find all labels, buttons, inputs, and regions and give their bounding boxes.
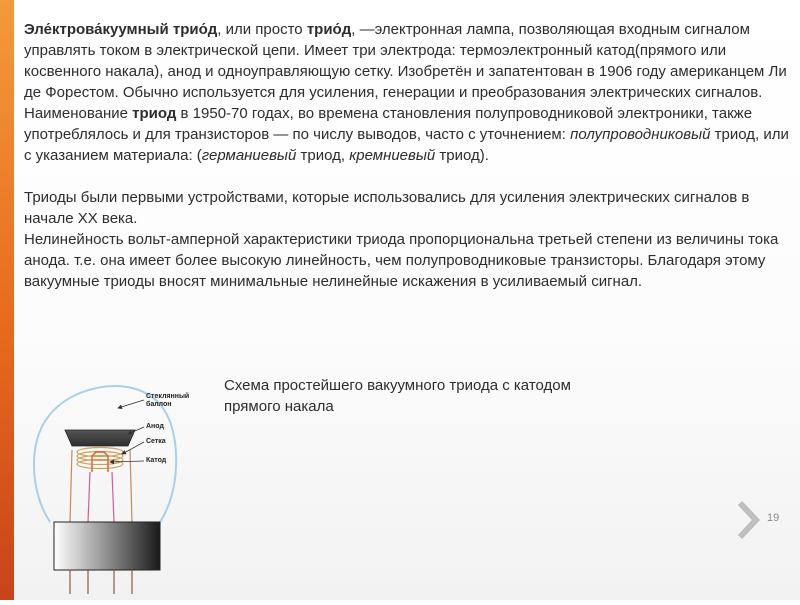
text-run: в 1950-70 годах, во времена становления полупроводниковой электроники, также употреблялось и для транзисторов — по числу выводов, часто с уточнением: [24,105,753,143]
term-semiconductor: полупроводниковый [570,126,711,143]
label-cathode: Катод [146,457,167,464]
tube-base [54,522,160,570]
triode-svg [20,372,220,600]
page-number: 19 [767,512,780,524]
paragraph-definition [24,19,789,166]
term-short: трио́д [306,21,352,38]
grid-coil [77,448,123,469]
lead-wire [88,472,90,522]
term-silicon: кремниевый [349,147,436,164]
anode-plate [65,430,135,446]
tube-pins [70,570,132,594]
text-run: триод). [435,147,489,164]
diagram-caption: Схема простейшего вакуумного триода с катодом прямого накала [224,377,571,415]
triode-diagram [20,372,220,600]
term-triod: триод [132,105,177,122]
paragraph-history [24,187,789,292]
lead-wire [70,450,72,522]
lead-wire [130,450,132,522]
text-run: , или просто [217,21,307,38]
text-run: , —электронная лампа, позволяющая входным сигналом управлять током в электрической цепи. Имеет три электрода: термоэлектронный катод(прямого или косвенного накала), анод и одноуправляющую сетку. Изобретён и запатентован в 1906 году американцем Ли де Форестом. Обычно используется для усиления, генерации и преобразования электрических сигналов. Наименование [24,21,787,122]
label-grid: Сетка [146,438,166,445]
term-germanium: германиевый [201,147,297,164]
label-glass-line1: Стеклянный [146,393,190,400]
body-text [24,19,789,292]
chevron-right-icon [737,500,761,540]
history-line-2: Нелинейность вольт-амперной характеристики триода пропорциональна третьей степени из величины тока анода. т.е. она имеет более высокую линейность, чем полупроводниковые транзисторы. Благодаря этому вакуумные триоды вносят минимальные нелинейные искажения в усиливаемый сигнал. [24,231,779,290]
leader-glass [118,400,144,408]
history-line-1: Триоды были первыми устройствами, которые использовались для усиления электрических сигналов в начале XX века. [24,189,750,227]
next-slide-button[interactable] [737,500,761,540]
text-run: триод, [296,147,350,164]
lead-wire [112,472,114,522]
label-anode: Анод [146,423,164,430]
text-run: триод, или с указанием материала: ( [24,126,789,164]
accent-bar [0,0,14,600]
label-glass-line2: баллон [146,401,172,408]
term-title: Эле́ктрова́куумный трио́д [24,21,218,38]
